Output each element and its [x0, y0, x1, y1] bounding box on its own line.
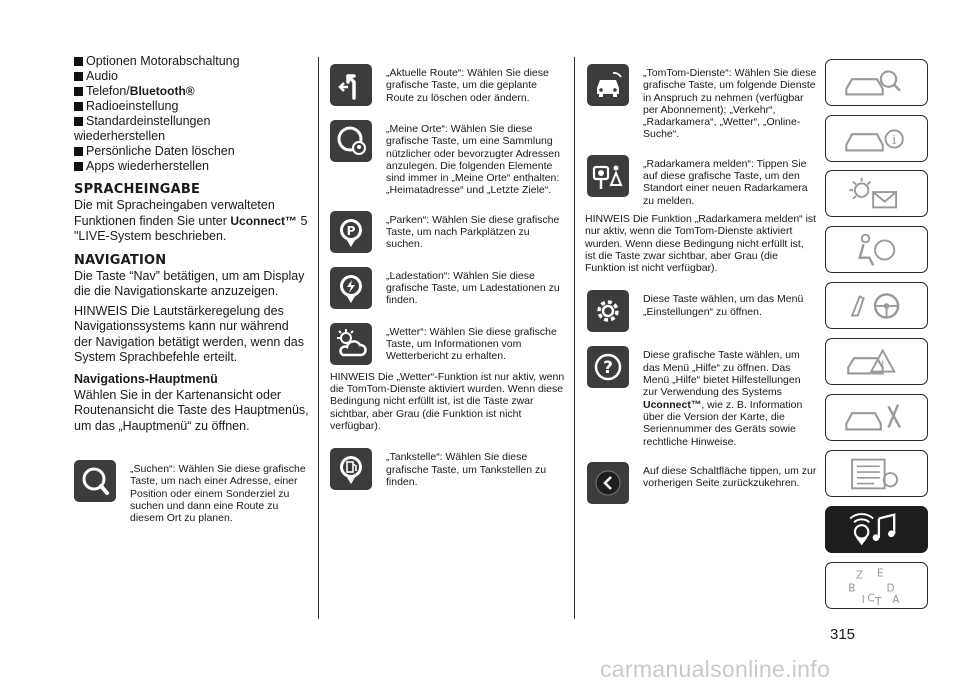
steering-wheel-icon — [826, 283, 927, 328]
bullet-continuation: wiederherstellen — [74, 129, 166, 143]
paragraph-hinweis: HINWEIS Die Lautstärkeregelung des Navigationssystems kann nur während der Navigation betätigt werden, wenn das System Sprachbefehle erteilt. — [74, 303, 305, 364]
description-wetter: „Wetter“: Wählen Sie diese grafische Taste, um Informationen vom Wetterbericht zu erhalten. — [386, 325, 557, 363]
menu-item-ladestation — [330, 267, 565, 309]
gear-icon — [587, 290, 629, 332]
description-suchen: „Suchen“: Wählen Sie diese grafische Taste, um nach einer Adresse, einer Position oder einem Sonderziel zu suchen und dann eine Route zu diesem Ort zu planen. — [130, 463, 306, 525]
index-letter: C — [867, 592, 875, 605]
menu-item-einstellungen — [587, 290, 817, 332]
speed-camera-icon — [587, 155, 629, 197]
column-middle — [330, 64, 565, 504]
description-zurueck: Auf diese Schaltfläche tippen, um zur vorherigen Seite zurückzukehren. — [643, 464, 817, 490]
heading-navigation: NAVIGATION — [74, 252, 167, 268]
car-dashboard-icon — [826, 60, 927, 105]
tab-airbag[interactable] — [825, 226, 928, 273]
menu-item-tomtom — [587, 64, 817, 141]
car-info-icon — [826, 116, 927, 161]
description-ladestation: „Ladestation“: Wählen Sie diese grafische Taste, um Ladestationen zu finden. — [386, 269, 560, 307]
description-parken: „Parken“: Wählen Sie diese grafische Taste, um nach Parkplätzen zu suchen. — [386, 213, 560, 251]
menu-item-suchen — [74, 460, 310, 524]
bullet-item: Radioeinstellung — [74, 99, 310, 114]
menu-item-parken — [330, 211, 565, 253]
tab-steering[interactable] — [825, 282, 928, 329]
route-icon — [330, 64, 372, 106]
svg-text:?: ? — [603, 358, 613, 379]
airbag-icon — [826, 227, 927, 272]
menu-item-route — [330, 64, 565, 106]
description-route: „Aktuelle Route“: Wählen Sie diese grafische Taste, um die geplante Route zu löschen oder ändern. — [386, 67, 549, 104]
index-letter: I — [861, 594, 865, 607]
car-wrench-icon — [826, 395, 927, 440]
bullet-item: Standardeinstellungen — [74, 114, 310, 129]
index-letter: E — [876, 567, 884, 580]
index-letter: T — [875, 596, 882, 608]
bullet-item: Optionen Motorabschaltung — [74, 54, 310, 69]
description-hilfe: Diese grafische Taste wählen, um das Menü „Hilfe“ zu öffnen. Das Menü „Hilfe“ bietet Hilfestellungen zur Verwendung des Systems Uconnect™, wie z. B. Information über die Version der Karte, die Seriennummer des Geräts sowie rechtliche Hinweise. — [643, 349, 803, 448]
paragraph-navigation: Die Taste “Nav” betätigen, um am Display die die Navigationskarte anzuzeigen. — [74, 268, 305, 298]
tab-multimedia[interactable] — [825, 506, 928, 553]
description-einstellungen: Diese Taste wählen, um das Menü „Einstellungen“ zu öffnen. — [643, 293, 804, 318]
menu-item-wetter — [330, 323, 565, 365]
bullet-item: Telefon/Bluetooth® — [74, 84, 310, 99]
tab-warning-lights[interactable] — [825, 338, 928, 385]
bullet-item: Apps wiederherstellen — [74, 159, 310, 174]
description-tomtom: „TomTom-Dienste“: Wählen Sie diese grafische Taste, um folgende Dienste in Anspruch zu nehmen (verfügbar per Abonnement): „Verkehr“, „Radarkamera“, „Wetter“, „Online-Suche“. — [643, 67, 817, 141]
bullet-item: Audio — [74, 69, 310, 84]
svg-text:i: i — [892, 131, 897, 147]
menu-item-orte — [330, 120, 565, 197]
tab-car-info[interactable] — [825, 115, 928, 162]
index-letter: D — [886, 582, 895, 595]
bullet-item: Persönliche Daten löschen — [74, 144, 310, 159]
index-letter: B — [848, 582, 856, 595]
sun-envelope-icon — [826, 171, 927, 216]
help-icon — [587, 346, 629, 388]
paragraph-spracheingabe: Die mit Spracheingaben verwalteten Funktionen finden Sie unter Uconnect™ 5 "LIVE-System beschrieben. — [74, 198, 308, 243]
index-letters-icon — [826, 563, 927, 608]
description-orte: „Meine Orte“: Wählen Sie diese grafische Taste, um eine Sammlung nützlicher oder bevorzugter Adressen anzulegen. Die folgenden Elemente sind immer in „Meine Orte“ enthalten: „Heimatadresse“ und „Letzte Ziele“. — [386, 123, 560, 197]
multimedia-icon — [826, 507, 927, 552]
menu-item-radar — [587, 155, 817, 207]
menu-item-tankstelle — [330, 448, 565, 490]
index-letter: A — [892, 594, 900, 607]
tab-specs-list[interactable] — [825, 450, 928, 497]
search-icon — [74, 460, 116, 502]
menu-item-zurueck — [587, 462, 817, 504]
column-divider — [574, 57, 575, 619]
car-services-icon — [587, 64, 629, 106]
menu-item-hilfe — [587, 346, 817, 447]
weather-icon — [330, 323, 372, 365]
column-left — [74, 54, 310, 538]
fuel-station-icon — [330, 448, 372, 490]
paragraph-hauptmenu: Wählen Sie in der Kartenansicht oder Routenansicht die Taste des Hauptmenüs, um das „Hauptmenü“ zu öffnen. — [74, 387, 309, 433]
tab-car-maintenance[interactable] — [825, 394, 928, 441]
my-places-icon — [330, 120, 372, 162]
note-wetter: HINWEIS Die „Wetter“-Funktion ist nur aktiv, wenn die TomTom-Dienste aktiviert wurden. Wenn diese Bedingung nicht erfüllt ist, ist die Taste zwar sichtbar, aber Grau (die Funktion ist nicht verfügbar). — [330, 370, 565, 432]
description-tankstelle: „Tankstelle“: Wählen Sie diese grafische Taste, um Tankstellen zu finden. — [386, 451, 547, 488]
tab-weather-mail[interactable] — [825, 170, 928, 217]
column-right — [587, 64, 817, 518]
heading-spracheingabe: SPRACHEINGABE — [74, 182, 201, 197]
svg-text:P: P — [346, 223, 356, 238]
heading-hauptmenu: Navigations-Hauptmenü — [74, 371, 218, 386]
column-divider — [318, 57, 319, 619]
tab-index[interactable] — [825, 562, 928, 609]
svg-text:!: ! — [880, 359, 885, 372]
page-number: 315 — [830, 626, 856, 643]
back-icon — [587, 462, 629, 504]
note-radar: HINWEIS Die Funktion „Radarkamera melden“ ist nur aktiv, wenn die TomTom-Dienste aktiviert wurden. Wenn diese Bedingung nicht erfüllt ist, ist die Taste zwar sichtbar, aber Grau (die Funktion ist nicht verfügbar). — [585, 212, 817, 275]
specs-list-icon — [826, 451, 927, 496]
parking-icon — [330, 211, 372, 253]
warning-lights-icon — [826, 339, 927, 384]
description-radar: „Radarkamera melden“: Tippen Sie auf diese grafische Taste, um den Standort einer neuen Radarkamera zu melden. — [643, 157, 808, 207]
charging-station-icon — [330, 267, 372, 309]
tab-car-dashboard[interactable] — [825, 59, 928, 106]
watermark: carmanualsonline.info — [600, 656, 831, 682]
index-letter: Z — [855, 569, 864, 582]
